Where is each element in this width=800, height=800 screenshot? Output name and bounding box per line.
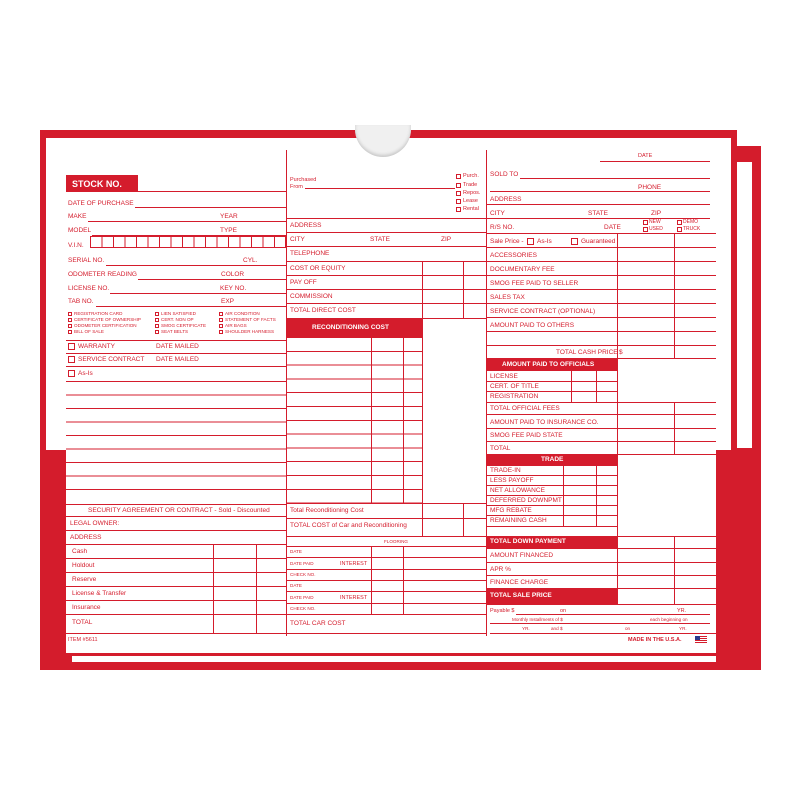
apr-label: APR % — [490, 566, 511, 573]
flooring-date-label: DATE — [290, 549, 302, 554]
line — [487, 495, 618, 496]
line — [106, 265, 286, 266]
line — [490, 633, 716, 634]
insurance-label: Insurance — [72, 604, 101, 611]
yr-2-label: YR. — [522, 626, 530, 631]
purch-type-label: Repos. — [463, 190, 481, 196]
city-label: CITY — [490, 210, 505, 217]
check-label: STATEMENT OF FACTS — [225, 317, 276, 322]
line — [286, 546, 486, 547]
total-down-payment-label: TOTAL DOWN PAYMENT — [490, 538, 566, 545]
total-sale-price-label: TOTAL SALE PRICE — [490, 592, 552, 599]
checkbox[interactable] — [155, 324, 159, 328]
line — [487, 381, 618, 382]
amount-paid-officials-label: AMOUNT PAID TO OFFICIALS — [502, 361, 595, 368]
zip-label: ZIP — [441, 236, 452, 243]
guaranteed-label: Guaranteed — [581, 238, 616, 245]
as-is-label: As-Is — [537, 238, 552, 245]
checkbox[interactable] — [155, 330, 159, 334]
line — [487, 204, 710, 205]
rs-no-label: R/S NO. — [490, 224, 515, 231]
checkbox[interactable] — [219, 318, 223, 322]
sale-price-label: Sale Price - — [490, 238, 524, 245]
each-beginning-label: each beginning on — [650, 617, 688, 622]
line — [286, 580, 486, 581]
as-is-checkbox[interactable] — [527, 238, 534, 245]
line — [286, 603, 486, 604]
trade-checkbox[interactable] — [456, 183, 461, 188]
line — [487, 475, 618, 476]
zip-label: ZIP — [651, 210, 662, 217]
purch-type-label: Trade — [463, 182, 478, 188]
line — [490, 191, 710, 192]
vin-boxes[interactable] — [90, 236, 286, 248]
line — [135, 207, 286, 208]
officials-cert-title-label: CERT. OF TITLE — [490, 383, 539, 390]
cash-label: Cash — [72, 548, 88, 555]
checkbox[interactable] — [219, 324, 223, 328]
line — [286, 633, 486, 634]
reserve-label: Reserve — [72, 576, 97, 583]
total-direct-cost-label: TOTAL DIRECT COST — [290, 307, 356, 314]
interest-label: INTEREST — [340, 561, 368, 567]
rental-checkbox[interactable] — [456, 207, 461, 212]
line — [487, 317, 716, 318]
line — [66, 353, 286, 354]
tab-no-label: TAB NO. — [68, 298, 94, 305]
purch-type-label: Purch. — [463, 173, 479, 179]
line — [286, 614, 486, 615]
check-label: AIR CONDITION — [225, 311, 260, 316]
line — [286, 218, 486, 219]
line — [286, 557, 486, 558]
trade-in-label: TRADE-IN — [490, 467, 521, 474]
telephone-label: TELEPHONE — [290, 250, 330, 257]
line — [66, 504, 286, 505]
total-official-fees-label: TOTAL OFFICIAL FEES — [490, 405, 560, 412]
accessories-label: ACCESSORIES — [490, 252, 537, 259]
checkbox[interactable] — [219, 330, 223, 334]
truck-label: TRUCK — [683, 226, 701, 232]
line — [487, 562, 716, 563]
phone-label: PHONE — [638, 184, 662, 191]
commission-label: COMMISSION — [290, 293, 333, 300]
total-reconditioning-label: Total Reconditioning Cost — [290, 507, 364, 514]
legal-owner-label: LEGAL OWNER: — [70, 520, 120, 527]
line — [487, 402, 716, 403]
dollar-sign: $ — [619, 349, 623, 356]
odometer-label: ODOMETER READING — [68, 271, 137, 278]
key-no-label: KEY NO. — [220, 285, 247, 292]
line — [88, 221, 286, 222]
exp-label: EXP — [221, 298, 235, 305]
service-contract-label: SERVICE CONTRACT — [78, 356, 145, 363]
line — [516, 614, 710, 615]
on-label: on — [560, 608, 567, 614]
reconditioning-cost-label: RECONDITIONING COST — [312, 324, 389, 331]
check-label: REGISTRATION CARD — [74, 311, 123, 316]
line — [286, 246, 486, 247]
check-label: SHOULDER HARNESS — [225, 329, 275, 334]
purch-type-label: Lease — [463, 198, 478, 204]
stock-no-line — [138, 191, 286, 192]
checkbox[interactable] — [155, 318, 159, 322]
warranty-checkbox[interactable] — [68, 343, 75, 350]
line — [487, 526, 618, 527]
line — [487, 548, 716, 549]
line — [487, 261, 716, 262]
line — [487, 441, 716, 442]
notes-lines — [66, 381, 286, 501]
interest-2-label: INTEREST — [340, 595, 368, 601]
date-of-purchase-label: DATE OF PURCHASE — [68, 200, 134, 207]
checkbox[interactable] — [68, 330, 72, 334]
line — [487, 414, 716, 415]
deferred-downpmt-label: DEFERRED DOWNPMT — [490, 497, 562, 504]
line — [66, 558, 286, 559]
license-no-label: LICENSE NO. — [68, 285, 110, 292]
state-label: STATE — [370, 236, 390, 243]
line — [96, 306, 286, 307]
line — [600, 161, 710, 162]
total-cash-price-label: TOTAL CASH PRICE — [556, 349, 618, 356]
line — [487, 218, 710, 219]
demo-label: DEMO — [683, 219, 698, 225]
divider — [571, 371, 572, 402]
divider — [371, 337, 372, 503]
address-label: ADDRESS — [490, 196, 522, 203]
cyl-label: CYL. — [243, 257, 258, 264]
line — [286, 303, 486, 304]
sold-to-label: SOLD TO — [490, 171, 519, 178]
total-label: TOTAL — [72, 619, 93, 626]
pay-off-label: PAY OFF — [290, 279, 317, 286]
line — [66, 600, 286, 601]
new-checkbox[interactable] — [643, 220, 648, 225]
yr-label: YR. — [677, 608, 687, 614]
make-label: MAKE — [68, 213, 87, 220]
line — [286, 536, 486, 537]
sales-tax-label: SALES TAX — [490, 294, 525, 301]
line — [66, 614, 286, 615]
purch-checkbox[interactable] — [456, 174, 461, 179]
state-label: STATE — [588, 210, 608, 217]
color-label: COLOR — [221, 271, 245, 278]
line — [487, 428, 716, 429]
line — [487, 391, 618, 392]
as-is-label: As-Is — [78, 370, 93, 377]
check-label: ODOMETER CERTIFICATION — [74, 323, 137, 328]
line — [305, 188, 455, 189]
line — [487, 289, 716, 290]
repos-checkbox[interactable] — [456, 191, 461, 196]
line — [66, 586, 286, 587]
line — [487, 331, 716, 332]
checkbox[interactable] — [219, 312, 223, 316]
line — [110, 293, 286, 294]
address-label: ADDRESS — [70, 534, 102, 541]
license-transfer-label: License & Transfer — [72, 590, 127, 597]
city-label: CITY — [290, 236, 305, 243]
guaranteed-checkbox[interactable] — [571, 238, 578, 245]
check-label: SMOG CERTIFICATE — [161, 323, 207, 328]
flag-canton — [695, 636, 700, 640]
line — [66, 633, 286, 634]
yr-3-label: YR. — [679, 626, 687, 631]
line — [286, 261, 486, 262]
reconditioning-grid — [286, 337, 422, 503]
line — [66, 572, 286, 573]
amount-paid-others-label: AMOUNT PAID TO OTHERS — [490, 322, 575, 329]
mfg-rebate-label: MFG REBATE — [490, 507, 532, 514]
divider — [596, 371, 597, 402]
checkbox[interactable] — [68, 312, 72, 316]
line — [487, 575, 716, 576]
line — [487, 345, 716, 346]
used-checkbox[interactable] — [643, 227, 648, 232]
column-divider-2 — [486, 150, 487, 636]
model-label: MODEL — [68, 227, 92, 234]
flooring-label: FLOORING — [384, 539, 408, 544]
form-band-left — [40, 450, 66, 656]
warranty-label: WARRANTY — [78, 343, 115, 350]
total-car-cost-label: TOTAL CAR COST — [290, 620, 346, 627]
checkbox[interactable] — [155, 312, 159, 316]
security-agreement-label: SECURITY AGREEMENT OR CONTRACT - Sold - Discounted — [88, 507, 270, 514]
and-label: and $ — [551, 626, 563, 631]
line — [487, 604, 716, 605]
check-label: CERT. NON OP — [161, 317, 194, 322]
purch-type-label: Rental — [463, 206, 479, 212]
line — [487, 485, 618, 486]
line — [487, 505, 618, 506]
line — [487, 247, 716, 248]
check-no-2-label: CHECK NO. — [290, 606, 316, 611]
total-cost-label: TOTAL COST of Car and Reconditioning — [290, 522, 407, 529]
monthly-installments-label: Monthly Installments of $ — [512, 617, 563, 622]
date-label: DATE — [638, 153, 653, 159]
officials-license-label: LICENSE — [490, 373, 518, 380]
divider — [403, 337, 404, 503]
documentary-fee-label: DOCUMENTARY FEE — [490, 266, 555, 273]
date-mailed-label: DATE MAILED — [156, 343, 199, 350]
vin-label: V.I.N. — [68, 242, 84, 249]
check-label: AIR BAGS — [225, 323, 247, 328]
line — [286, 503, 486, 504]
line — [487, 303, 716, 304]
check-label: CERTIFICATE OF OWNERSHIP — [74, 317, 141, 322]
line — [487, 233, 716, 234]
line — [66, 516, 286, 517]
divider — [674, 536, 675, 605]
flooring-date-2-label: DATE — [290, 583, 302, 588]
checkbox[interactable] — [68, 318, 72, 322]
line — [286, 591, 486, 592]
year-label: YEAR — [220, 213, 238, 220]
line — [490, 623, 710, 624]
date-mailed-2-label: DATE MAILED — [156, 356, 199, 363]
form-band-right — [716, 450, 737, 656]
smog-fee-state-label: SMOG FEE PAID STATE — [490, 432, 563, 439]
total-label: TOTAL — [490, 445, 511, 452]
finance-charge-label: FINANCE CHARGE — [490, 579, 549, 586]
check-label: LIEN SATISFIED — [161, 311, 196, 316]
divider — [617, 548, 618, 588]
less-payoff-label: LESS PAYOFF — [490, 477, 534, 484]
date-2-label: DATE — [604, 224, 621, 231]
net-allowance-label: NET ALLOWANCE — [490, 487, 545, 494]
on-2-label: on — [625, 626, 631, 631]
line — [66, 340, 286, 341]
address-label: ADDRESS — [290, 222, 322, 229]
divider — [617, 233, 618, 359]
line — [286, 289, 486, 290]
us-flag-icon — [695, 636, 707, 643]
check-label: BILL OF SALE — [74, 329, 104, 334]
type-label: TYPE — [220, 227, 237, 234]
line — [66, 544, 286, 545]
made-in-usa-label: MADE IN THE U.S.A. — [628, 637, 682, 643]
remaining-cash-label: REMAINING CASH — [490, 517, 547, 524]
demo-checkbox[interactable] — [677, 220, 682, 225]
line — [286, 569, 486, 570]
line — [138, 279, 286, 280]
purchased-from-label: Purchased From — [290, 177, 317, 190]
service-contract-checkbox[interactable] — [68, 356, 75, 363]
check-label: SEAT BELTS — [161, 329, 189, 334]
item-number: ITEM #5611 — [68, 637, 98, 643]
used-label: USED — [649, 226, 663, 232]
cost-equity-label: COST OR EQUITY — [290, 265, 346, 272]
line — [66, 366, 286, 367]
trade-label: TRADE — [541, 456, 564, 463]
lease-checkbox[interactable] — [456, 199, 461, 204]
amount-financed-label: AMOUNT FINANCED — [490, 552, 554, 559]
line — [66, 530, 286, 531]
checkbox[interactable] — [68, 324, 72, 328]
amount-paid-insurance-label: AMOUNT PAID TO INSURANCE CO. — [490, 419, 599, 426]
line — [286, 275, 486, 276]
holdout-label: Holdout — [72, 562, 95, 569]
new-label: NEW — [649, 219, 661, 225]
date-paid-label: DATE PAID — [290, 561, 314, 566]
line — [286, 518, 486, 519]
as-is-checkbox[interactable] — [68, 370, 75, 377]
line — [286, 232, 486, 233]
line — [520, 178, 710, 179]
line — [487, 515, 618, 516]
check-no-label: CHECK NO. — [290, 572, 316, 577]
service-contract-optional-label: SERVICE CONTRACT (OPTIONAL) — [490, 308, 596, 315]
payable-label: Payable $ — [490, 608, 515, 614]
line — [487, 275, 716, 276]
officials-registration-label: REGISTRATION — [490, 393, 539, 400]
stock-no-label: STOCK NO. — [72, 179, 122, 189]
serial-no-label: SERIAL NO. — [68, 257, 105, 264]
truck-checkbox[interactable] — [677, 227, 682, 232]
divider — [674, 233, 675, 359]
date-paid-2-label: DATE PAID — [290, 595, 314, 600]
smog-fee-seller-label: SMOG FEE PAID TO SELLER — [490, 280, 579, 287]
divider — [463, 503, 464, 536]
